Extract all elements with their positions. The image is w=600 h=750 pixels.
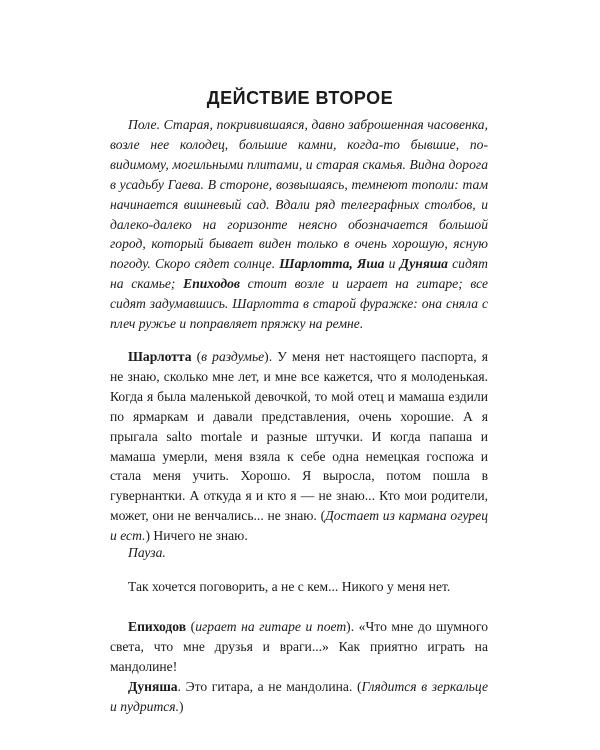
- dunyasha-speech-text: Это гитара, а не мандолина.: [185, 679, 357, 694]
- dunyasha-speech: [110, 677, 488, 717]
- speaker-dunyasha: Дуняша: [128, 679, 178, 694]
- epikhodov-speech: [110, 617, 488, 677]
- act-heading: ДЕЙСТВИЕ ВТОРОЕ: [206, 88, 394, 108]
- stage-direction-text-3: стоит возле и играет на гитаре; все сидят задумавшись. Шарлотта в старой фуражке: она сняла с плеч ружье и поправляет пряжку на ремне.: [110, 276, 488, 332]
- speaker-charlotte: Шарлотта: [128, 349, 192, 364]
- charlotte-speech: [110, 347, 488, 546]
- paren-close-2: ): [145, 528, 150, 544]
- stage-direction-names-1: Шарлотта, Яша: [279, 256, 385, 272]
- stage-direction-text-1: Поле. Старая, покривившаяся, давно заброшенная часовенка, возле нее колодец, большие камни, когда-то бывшие, по-видимому, могильными плитами, и старая скамья. Видна дорога в усадьбу Гаева. В стороне, возвышаясь, темнеют тополи: там начинается вишневый сад. Вдали ряд телеграфных столбов, и далеко-далеко на горизонте неясно обозначается большой город, который бывает виден только в очень хорошую, ясную погоду. Скоро сядет солнце.: [110, 117, 488, 272]
- epikhodov-direction: играет на гитаре и поет: [195, 619, 347, 634]
- paren-open-epikhodov: (: [186, 619, 196, 634]
- speaker-epikhodov: Епиходов: [128, 619, 187, 634]
- stage-direction-name-dunyasha: Дуняша: [399, 256, 448, 272]
- paren-close: ).: [264, 349, 278, 364]
- charlotte-speech-continued: Так хочется поговорить, а не с кем... Никого у меня нет.: [128, 579, 451, 594]
- charlotte-speech-text-2: Ничего не знаю.: [150, 528, 248, 544]
- pause-direction: Пауза.: [128, 545, 166, 560]
- paren-close-epikhodov: ).: [346, 619, 359, 634]
- stage-direction-and: и: [384, 256, 400, 272]
- paren-open-2: (: [320, 508, 326, 524]
- stage-direction: [110, 115, 488, 334]
- charlotte-direction-2: Достает из кармана огурец и ест.: [110, 508, 488, 544]
- paren-open: (: [191, 349, 202, 364]
- epikhodov-speech-text: «Что мне до шумного света, что мне друзья и враги...» Как приятно играть на мандолине!: [110, 619, 488, 674]
- stage-direction-name-epikhodov: Епиходов: [183, 276, 241, 292]
- paren-open-dunyasha: (: [357, 679, 362, 694]
- charlotte-speech-text-1: У меня нет настоящего паспорта, я не знаю, сколько мне лет, и мне все кажется, что я молоденькая. Когда я была маленькой девочкой, то мой отец и мамаша ездили по ярмаркам и давали представления, очень хорошие. А я прыгала salto mortale и разные штучки. И когда папаша и мамаша умерли, меня взяла к себе одна немецкая госпожа и стала меня учить. Хорошо. Я выросла, потом пошла в гувернантки. А откуда я и кто я — не знаю... Кто мои родители, может, они не венчались... не знаю.: [110, 349, 488, 524]
- dunyasha-direction: Глядится в зеркальце и пудрится.: [110, 679, 489, 714]
- dunyasha-dot: .: [177, 679, 186, 694]
- stage-direction-text-2: сидят на скамье;: [110, 256, 488, 292]
- paren-close-dunyasha: ): [179, 698, 184, 714]
- charlotte-direction: в раздумье: [201, 349, 265, 364]
